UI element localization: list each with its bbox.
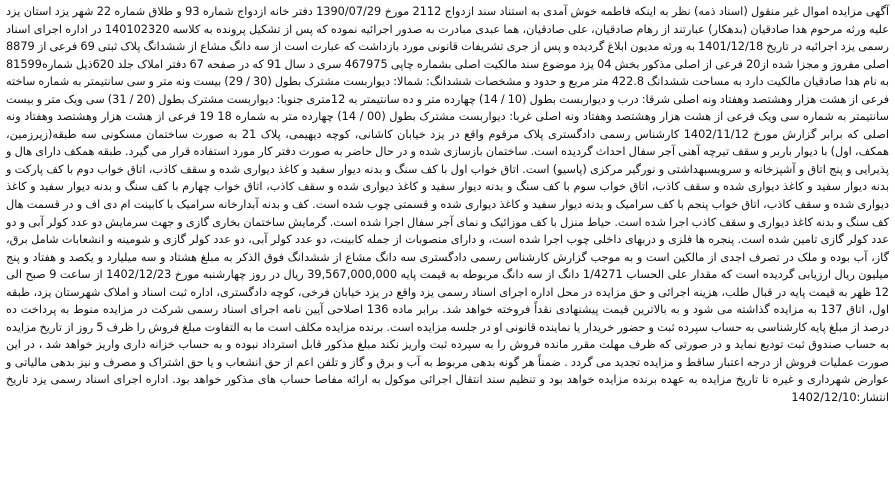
auction-notice-body: آگهی مزایده اموال غیر منقول (اسناد ذمه) نظر به اینکه فاطمه خوش آمدی به استناد سند ازدواج 2112 مورخ 1390/07/29 دفتر خانه ازدواج شماره 93 و طلاق شماره 22 شهر یزد استان یزد علیه ورثه مرحوم هدا صادقیان (بدهکار) عبارتند از رهام صادقیان، علی صادقیان، هما عبدی مبادرت به صدور اجرائیه نموده که پس از تشکیل پرونده به کلاسه 140102320 در اداره اجرای اسناد رسمی یزد اجرائیه در تاریخ 1401/12/18 به ورثه مدیون ابلاغ گردیده و پس از جری تشریفات قانونی مورد بازداشت که عبارت است از سه دانگ مشاع از ششدانگ پلاک ثبتی 69 فرعی از 8879 اصلی مفروز و مجزا شده از20 فرعی از اصلی مذکور بخش 04 یزد موضوع سند مالکیت اصلی بشماره چاپی 467975 سری د سال 91 که در صفحه 67 دفتر املاک جلد 620ذیل شماره81599 به نام هدا صادقیان مالکیت دارد به مساحت ششدانگ 422.8 متر مربع و حدود و مشخصات ششدانگ: شمالا: دیواربست مشترک بطول (30 / 29) بیست ونه متر و سی سانتیمتر به شماره ساخته فرعی از هشت هزار وهشتصد وهفتاد ونه اصلی شرقا: درب و دیواربست بطول (10 / 14) چهارده متر و ده سانتیمتر به 12متری جنوبا: دیواربست مشترک بطول (20 / 31) سی ویک متر و بیست سانتیمتر به شماره سی ویک فرعی از هشت هزار وهشتصد وهفتاد ونه اصلی غربا: دیواربست مشترک بطول (00 / 14) چهارده متر به شماره 18 19 فرعی از هشت هزار وهشتصد وهفتاد ونه اصلی که برابر گزارش مورخ 1402/11/12 کارشناس رسمی دادگستری پلاک مرقوم واقع در یزد خیابان کاشانی، کوچه دیهیمی، پلاک 21 به صورت ساختمان مسکونی سه طبقه(زیرزمین، همکف، اول) با دیوار باربر و سقف تیرچه آهنی آجر سفال احداث گردیده است. ساختمان بازسازی شده و در حال حاضر به صورت دفتر کار مورد استفاده قرار می گیرد. طبقه همکف دارای هال و پذیرایی و پنج اتاق و آشپزخانه و سرویسبهداشتی و نورگیر مرکزی (پاسیو) است. اتاق خواب اول با کف سنگ و بدنه دیوار سفید و کاغذ دیواری شده و سقف کاذب، اتاق خواب دوم با کف پارکت و بدنه دیوار سفید و کاغذ دیواری شده و سقف کاذب، اتاق خواب سوم با کف سنگ و بدنه دیوار سفید و کاغذ دیواری شده و سقف کاذب، اتاق خواب چهارم با کف سنگ و بدنه دیوار سفید و کاغذ دیواری شده و سقف کاذب، اتاق خواب پنجم با کف سرامیک و بدنه دیوار سفید و کاغذ دیواری شده و قسمتی چوب شده است. کف و بدنه آبدارخانه سرامیک با کابینت ام دی اف و در قسمت هال کف سنگ و بدنه کاغذ دیواری و سقف کاذب اجرا شده است. حیاط منزل با کف موزائیک و نمای آجر سفال اجرا شده است. گرمایش ساختمان بخاری گازی و جهت سرمایش دو عدد کولر آبی و دو عدد کولر گازی تامین شده است. پنجره ها فلزی و دربهای داخلی چوب اجرا شده است، و دارای منصوبات از جمله کابینت، دو عدد کولر آبی، دو عدد کولر گازی و شومینه و انشعابات شامل برق، گاز، آب بوده و ملک در تصرف اجدی از مالکین است و به موجب گزارش کارشناس رسمی دادگستری سه دانگ مشاع از ششدانگ فوق الذکر به مبلغ هشتاد و سه میلیارد و یکصد و هفتاد و پنج میلیون ریال ارزیابی گردیده است که مقدار علی الحساب 1/4271 دانگ از سه دانگ مربوطه به قیمت پایه 39,567,000,000 ریال در روز چهارشنبه مورخ 1402/12/23 از ساعت 9 صبح الی 12 ظهر به قیمت پایه در قبال طلب، هزینه اجرائی و حق مزایده در محل اداره اجرای اسناد رسمی یزد واقع در یزد خیابان فرخی، کوچه دادگستری، اداره ثبت اسناد و املاک شهرستان یزد، طبقه اول، اتاق 137 به مزایده گذاشته می شود و به بالاترین قیمت پیشنهادی نقداً فروخته خواهد شد. برابر ماده 136 اصلاحی آیین نامه اجرای اسناد رسمی شرکت در مزایده منوط به پرداخت ده درصد از مبلغ پایه کارشناسی به حساب سپرده ثبت و حضور خریدار یا نماینده قانونی او در جلسه مزایده است. برنده مزایده مکلف است ما به التفاوت مبلغ فروش را ظرف 5 روز از تاریخ مزایده به حساب صندوق ثبت تودیع نماید و در صورتی که ظرف مهلت مقرر مانده فروش را به سپرده ثبت واریز نکند مبلغ مذکور قابل استرداد نبوده و به حساب خزانه داری واریز خواهد شد ، در این صورت عملیات فروش از درجه اعتبار ساقط و مزایده تجدید می گردد . ضمناً هر گونه بدهی مربوط به آب و برق و گاز و تلفن اعم از حق انشعاب و یا حق اشتراک و مصرف و نیز بدهی مالیاتی و عوارض شهرداری و غیره تا تاریخ مزایده به عهده برنده مزایده خواهد بود و تنظیم سند انتقال اجرائی موکول به ارائه مفاصا حساب های مذکور خواهد بود. اداره اجرای اسناد رسمی یزد تاریخ انتشار:1402/12/10 — [6, 5, 889, 405]
